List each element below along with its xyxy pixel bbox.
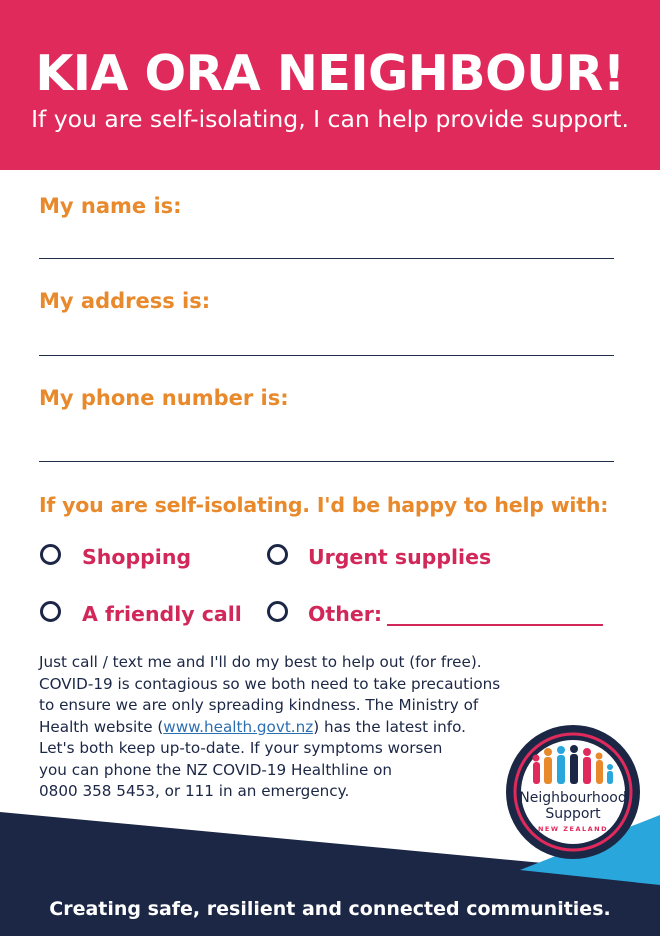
info-line: Just call / text me and I'll do my best to help out (for free).	[39, 653, 482, 671]
shopping-label: Shopping	[82, 545, 192, 569]
info-line: you can phone the NZ COVID-19 Healthline on	[39, 760, 393, 779]
page-title: KIA ORA NEIGHBOUR!	[35, 45, 625, 102]
info-line: to ensure we are only spreading kindness. The Ministry of	[39, 696, 479, 714]
page-subtitle: If you are self-isolating, I can help provide support.	[31, 105, 629, 133]
logo-country: NEW ZEALAND	[537, 825, 608, 833]
name-label: My name is:	[39, 194, 182, 218]
info-text: Health website (	[39, 717, 164, 736]
address-label: My address is:	[39, 289, 211, 313]
info-line: COVID-19 is contagious so we both need to take precautions	[39, 674, 501, 693]
info-line: 0800 358 5453, or 111 in an emergency.	[39, 782, 350, 800]
footer-tagline: Creating safe, resilient and connected communities.	[49, 898, 611, 920]
other-label: Other:	[308, 602, 383, 626]
help-heading: If you are self-isolating. I'd be happy to help with:	[39, 493, 609, 517]
health-website-link[interactable]: www.health.govt.nz	[163, 717, 314, 736]
logo-text: Support	[545, 806, 601, 822]
urgent-supplies-label: Urgent supplies	[308, 545, 492, 569]
phone-label: My phone number is:	[39, 386, 289, 410]
info-text: ) has the latest info.	[313, 717, 466, 736]
logo-text: Neighbourhood	[519, 790, 627, 806]
info-line: Let's both keep up-to-date. If your symptoms worsen	[39, 739, 443, 757]
friendly-call-label: A friendly call	[82, 602, 242, 626]
